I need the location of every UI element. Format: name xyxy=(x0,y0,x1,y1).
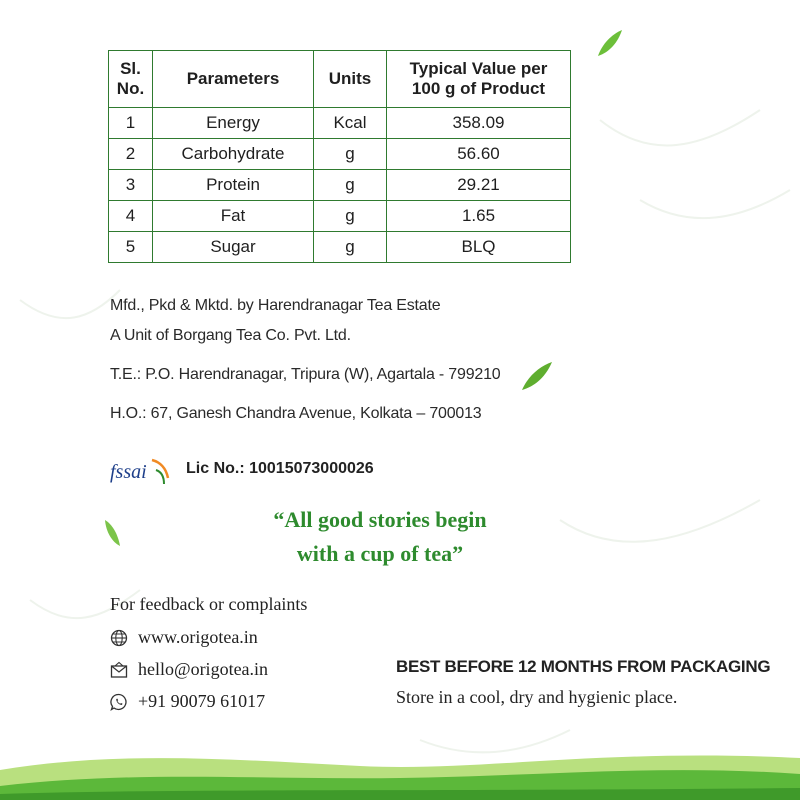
header-value-line2: 100 g of Product xyxy=(411,79,546,98)
cell-param: Fat xyxy=(153,201,314,232)
fssai-logo xyxy=(108,456,174,486)
cell-param: Energy xyxy=(153,108,314,139)
header-sl-no xyxy=(109,51,153,108)
phone-number[interactable]: +91 90079 61017 xyxy=(138,691,266,711)
manufacturer-line2: A Unit of Borgang Tea Co. Pvt. Ltd. xyxy=(110,327,351,344)
cell-sl: 1 xyxy=(109,108,153,139)
table-row xyxy=(109,232,571,263)
svg-text:fssai: fssai xyxy=(110,461,147,483)
header-sl-line2: No. xyxy=(116,79,145,98)
globe-icon xyxy=(110,629,128,647)
head-office-address: H.O.: 67, Ganesh Chandra Avenue, Kolkata – 700013 xyxy=(110,405,482,422)
cell-param: Protein xyxy=(153,170,314,201)
cell-sl: 2 xyxy=(109,139,153,170)
table-row xyxy=(109,108,571,139)
header-value-line1: Typical Value per xyxy=(409,59,548,78)
table-row xyxy=(109,201,571,232)
leaf-icon xyxy=(598,30,622,56)
quote-line1: “All good stories begin xyxy=(273,507,487,532)
cell-value: 1.65 xyxy=(387,201,571,232)
header-parameters: Parameters xyxy=(153,51,314,108)
table-header-row xyxy=(109,51,571,108)
header-typical-value xyxy=(387,51,571,108)
feedback-title: For feedback or complaints xyxy=(110,594,308,614)
website-link[interactable]: www.origotea.in xyxy=(138,627,258,647)
cell-value: 358.09 xyxy=(387,108,571,139)
table-row xyxy=(109,139,571,170)
cell-unit: Kcal xyxy=(314,108,387,139)
whatsapp-icon xyxy=(110,693,128,711)
cell-sl: 4 xyxy=(109,201,153,232)
cell-value: 29.21 xyxy=(387,170,571,201)
cell-sl: 3 xyxy=(109,170,153,201)
email-link[interactable]: hello@origotea.in xyxy=(138,659,269,679)
storage-instruction: Store in a cool, dry and hygienic place. xyxy=(396,687,678,707)
tea-estate-address: T.E.: P.O. Harendranagar, Tripura (W), Agartala - 799210 xyxy=(110,366,501,383)
cell-param: Carbohydrate xyxy=(153,139,314,170)
table-row xyxy=(109,170,571,201)
leaf-icon xyxy=(522,362,552,390)
green-hills-footer xyxy=(0,730,800,800)
cell-sl: 5 xyxy=(109,232,153,263)
email-icon xyxy=(110,661,128,679)
email-contact[interactable] xyxy=(110,659,268,680)
header-units: Units xyxy=(314,51,387,108)
cell-unit: g xyxy=(314,232,387,263)
cell-value: 56.60 xyxy=(387,139,571,170)
phone-contact[interactable] xyxy=(110,691,265,712)
quote-line2: with a cup of tea” xyxy=(296,541,464,566)
website-contact[interactable] xyxy=(110,627,258,648)
cell-value: BLQ xyxy=(387,232,571,263)
cell-unit: g xyxy=(314,201,387,232)
cell-unit: g xyxy=(314,170,387,201)
license-number: Lic No.: 10015073000026 xyxy=(186,460,374,477)
cell-unit: g xyxy=(314,139,387,170)
cell-param: Sugar xyxy=(153,232,314,263)
nutrition-table xyxy=(108,50,571,263)
best-before: BEST BEFORE 12 MONTHS FROM PACKAGING xyxy=(396,657,771,676)
header-sl-line1: Sl. xyxy=(120,59,141,78)
manufacturer-line1: Mfd., Pkd & Mktd. by Harendranagar Tea Estate xyxy=(110,297,441,314)
